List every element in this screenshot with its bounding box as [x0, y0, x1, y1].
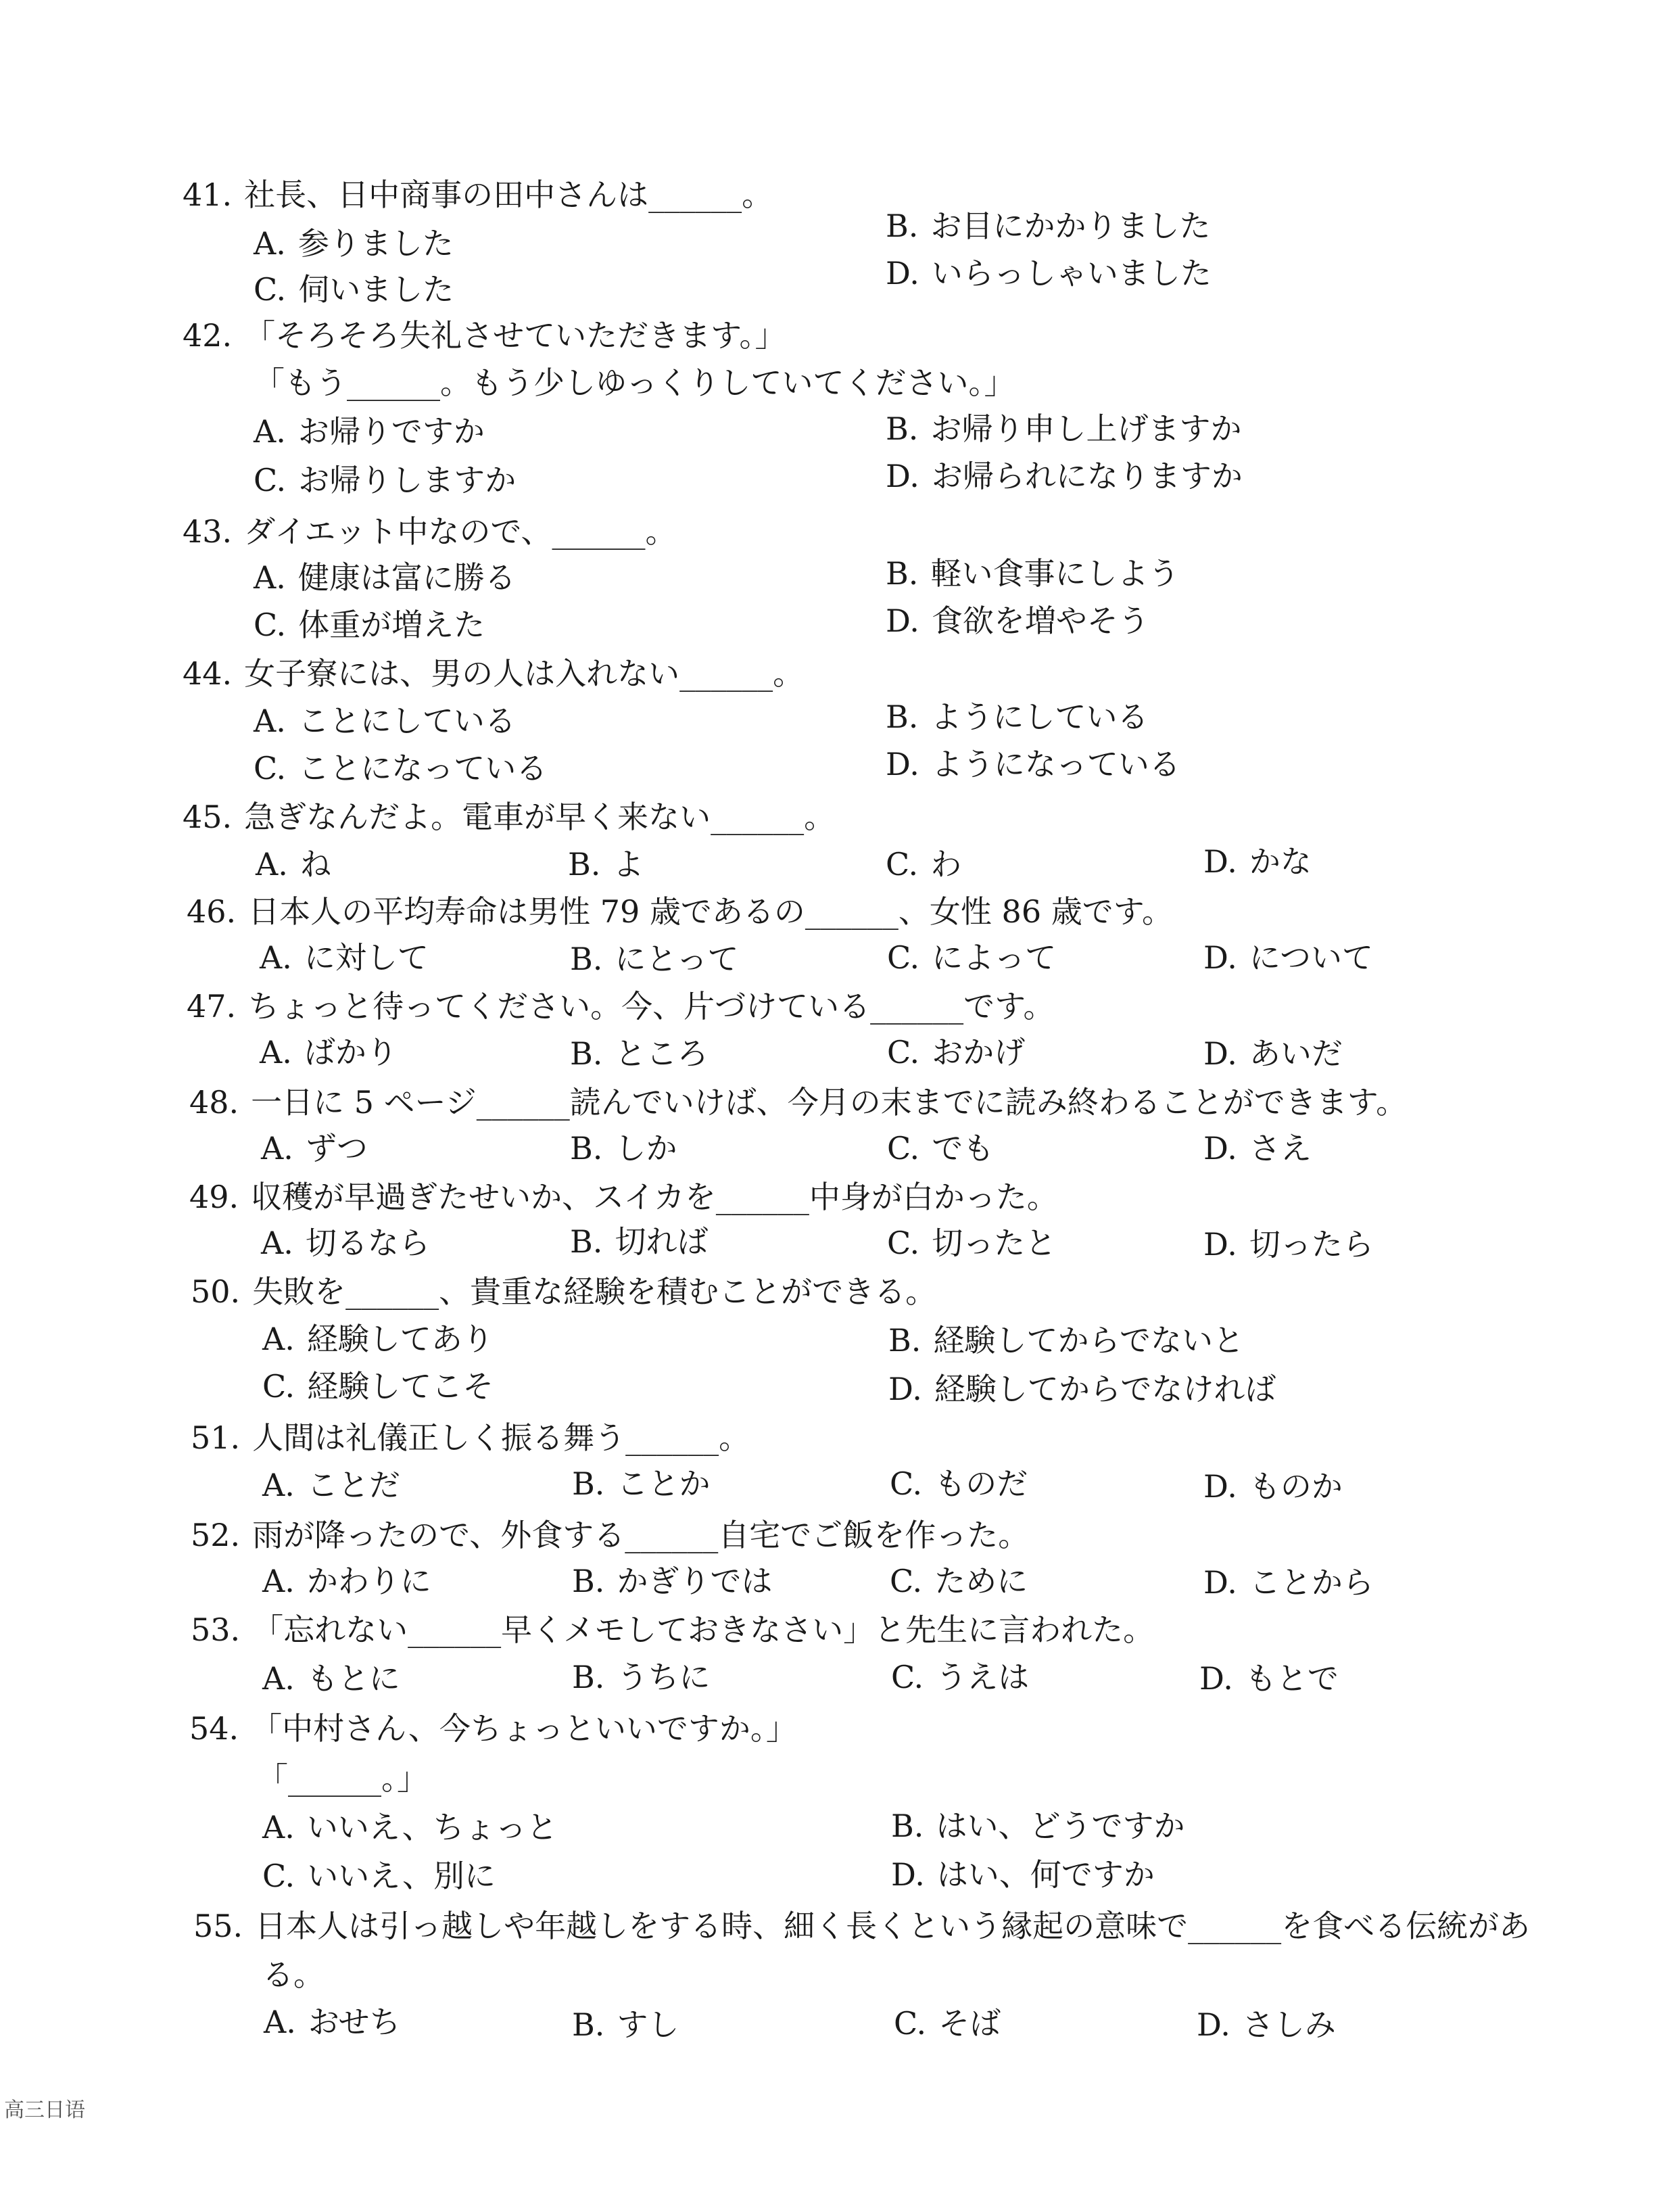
question-number: 42.: [183, 317, 233, 354]
question-41-stem: [183, 174, 773, 215]
q45-option-a: A. ね: [256, 846, 331, 883]
q48-option-c: C. でも: [887, 1130, 995, 1167]
question-53-stem: [191, 1609, 1154, 1650]
q54-option-a: A. いいえ、ちょっと: [262, 1809, 558, 1845]
question-50-stem: [191, 1271, 936, 1312]
question-43-stem: [183, 511, 677, 552]
q55-option-a: A. おせち: [264, 2004, 401, 2040]
question-number: 55.: [193, 1908, 243, 1944]
q53-option-a: A. もとに: [262, 1660, 400, 1697]
q53-option-c: C. うえは: [891, 1659, 1030, 1695]
question-number: 50.: [191, 1273, 241, 1310]
q47-option-a: A. ばかり: [260, 1034, 398, 1070]
question-text: 収穫が早過ぎたせいか、スイカを______中身が白かった。: [251, 1179, 1058, 1215]
question-51-stem: [191, 1417, 750, 1458]
q49-option-d: D. 切ったら: [1203, 1226, 1374, 1263]
question-52-stem: [191, 1515, 1029, 1555]
q41-option-a: A. 参りました: [254, 225, 454, 262]
q43-option-c: C. 体重が増えた: [254, 607, 485, 643]
question-text: 「忘れない______早くメモしておきなさい」と先生に言われた。: [252, 1611, 1155, 1648]
question-number: 53.: [191, 1611, 241, 1648]
question-text: 日本人の平均寿命は男性 79 歳であるの______、女性 86 歳です。: [248, 893, 1174, 930]
question-text: ダイエット中なので、______。: [244, 513, 677, 550]
question-46-stem: [187, 891, 1173, 932]
q55-option-b: B. すし: [572, 2006, 679, 2043]
question-number: 43.: [183, 513, 233, 550]
q50-option-a: A. 経験してあり: [262, 1321, 494, 1357]
q52-option-c: C. ために: [890, 1563, 1028, 1599]
question-text: ちょっと待ってください。今、片づけている______です。: [248, 988, 1055, 1025]
q42-option-c: C. お帰りしますか: [254, 462, 517, 498]
question-number: 54.: [189, 1710, 239, 1747]
question-text: 失敗を______、貴重な経験を積むことができる。: [252, 1273, 937, 1310]
question-number: 51.: [191, 1419, 241, 1456]
q46-option-c: C. によって: [887, 939, 1057, 976]
q50-option-c: C. 経験してこそ: [262, 1368, 494, 1405]
q43-option-b: B. 軽い食事にしよう: [886, 555, 1180, 592]
q45-option-b: B. よ: [568, 846, 644, 883]
q41-option-c: C. 伺いました: [254, 271, 454, 308]
question-54-stem: [189, 1708, 797, 1749]
q42-option-a: A. お帰りですか: [254, 413, 485, 450]
question-text: 女子寮には、男の人は入れない______。: [244, 655, 805, 692]
question-text: 社長、日中商事の田中さんは______。: [244, 177, 773, 213]
q52-option-b: B. かぎりでは: [572, 1563, 773, 1599]
question-55-stem-line-2: る。: [262, 1956, 325, 1993]
q51-option-c: C. ものだ: [890, 1465, 1028, 1502]
question-48-stem: [189, 1082, 1407, 1123]
q44-option-d: D. ようになっている: [886, 746, 1180, 782]
q50-option-b: B. 経験してからでないと: [888, 1322, 1244, 1359]
q44-option-a: A. ことにしている: [254, 703, 516, 739]
q46-option-b: B. にとって: [570, 941, 739, 977]
question-text: 一日に 5 ページ______読んでいけば、今月の末までに読み終わることができます。: [251, 1084, 1408, 1121]
question-45-stem: [183, 797, 835, 837]
q41-option-d: D. いらっしゃいました: [886, 255, 1212, 291]
question-number: 49.: [189, 1179, 239, 1215]
q48-option-d: D. さえ: [1203, 1130, 1312, 1167]
q42-option-b: B. お帰り申し上げますか: [886, 410, 1242, 447]
question-text: 人間は礼儀正しく振る舞う______。: [252, 1419, 750, 1456]
q49-option-b: B. 切れば: [570, 1223, 709, 1260]
footer-subject-mark: 高三日语: [4, 2098, 85, 2122]
question-number: 52.: [191, 1517, 241, 1553]
question-number: 44.: [183, 655, 233, 692]
question-42-stem: [183, 315, 786, 356]
q49-option-a: A. 切るなら: [261, 1225, 430, 1261]
question-49-stem: [189, 1177, 1058, 1217]
q46-option-a: A. に対して: [260, 939, 429, 976]
q54-option-b: B. はい、どうですか: [891, 1808, 1185, 1844]
question-text: 「そろそろ失礼させていただきます。」: [244, 317, 786, 354]
question-number: 47.: [187, 988, 237, 1025]
q51-option-a: A. ことだ: [262, 1467, 400, 1503]
q49-option-c: C. 切ったと: [887, 1225, 1057, 1261]
q46-option-d: D. について: [1203, 939, 1373, 976]
q41-option-b: B. お目にかかりました: [886, 208, 1211, 244]
q45-option-d: D. かな: [1203, 843, 1312, 880]
question-text: 雨が降ったので、外食する______自宅でご飯を作った。: [252, 1517, 1030, 1553]
q53-option-d: D. もとで: [1199, 1660, 1339, 1697]
q50-option-d: D. 経験してからでなければ: [888, 1371, 1276, 1407]
q48-option-b: B. しか: [570, 1130, 677, 1167]
q47-option-d: D. あいだ: [1203, 1035, 1343, 1072]
question-55-stem: [193, 1906, 1530, 1946]
q51-option-b: B. ことか: [572, 1465, 711, 1502]
q43-option-d: D. 食欲を増やそう: [886, 603, 1149, 639]
question-text: 急ぎなんだよ。電車が早く来ない______。: [244, 799, 836, 835]
q55-option-c: C. そば: [894, 2005, 1001, 2042]
question-number: 48.: [189, 1084, 239, 1121]
question-54-stem-line-2: 「______。」: [257, 1760, 428, 1797]
question-47-stem: [187, 986, 1054, 1027]
q44-option-b: B. ようにしている: [886, 699, 1149, 735]
q47-option-c: C. おかげ: [887, 1034, 1026, 1070]
q47-option-b: B. ところ: [570, 1035, 709, 1072]
q42-option-d: D. お帰られになりますか: [886, 458, 1243, 494]
q52-option-a: A. かわりに: [262, 1563, 431, 1599]
q51-option-d: D. ものか: [1203, 1468, 1343, 1505]
q53-option-b: B. うちに: [572, 1659, 711, 1695]
question-44-stem: [183, 653, 804, 694]
question-42-stem-line-2: 「もう______。もう少しゆっくりしていてください。」: [254, 364, 1015, 401]
question-number: 41.: [183, 177, 233, 213]
q54-option-c: C. いいえ、別に: [262, 1858, 496, 1894]
question-number: 45.: [183, 799, 233, 835]
question-text: 「中村さん、今ちょっといいですか。」: [251, 1710, 797, 1747]
q55-option-d: D. さしみ: [1197, 2006, 1336, 2043]
question-number: 46.: [187, 893, 237, 930]
q44-option-c: C. ことになっている: [254, 750, 548, 786]
q54-option-d: D. はい、何ですか: [891, 1856, 1155, 1893]
q45-option-c: C. わ: [886, 846, 962, 883]
q43-option-a: A. 健康は富に勝る: [254, 559, 516, 596]
question-text: 日本人は引っ越しや年越しをする時、細く長くという縁起の意味で______を食べる伝統があ: [255, 1908, 1531, 1944]
q48-option-a: A. ずつ: [261, 1130, 368, 1167]
q52-option-d: D. ことから: [1203, 1564, 1374, 1601]
